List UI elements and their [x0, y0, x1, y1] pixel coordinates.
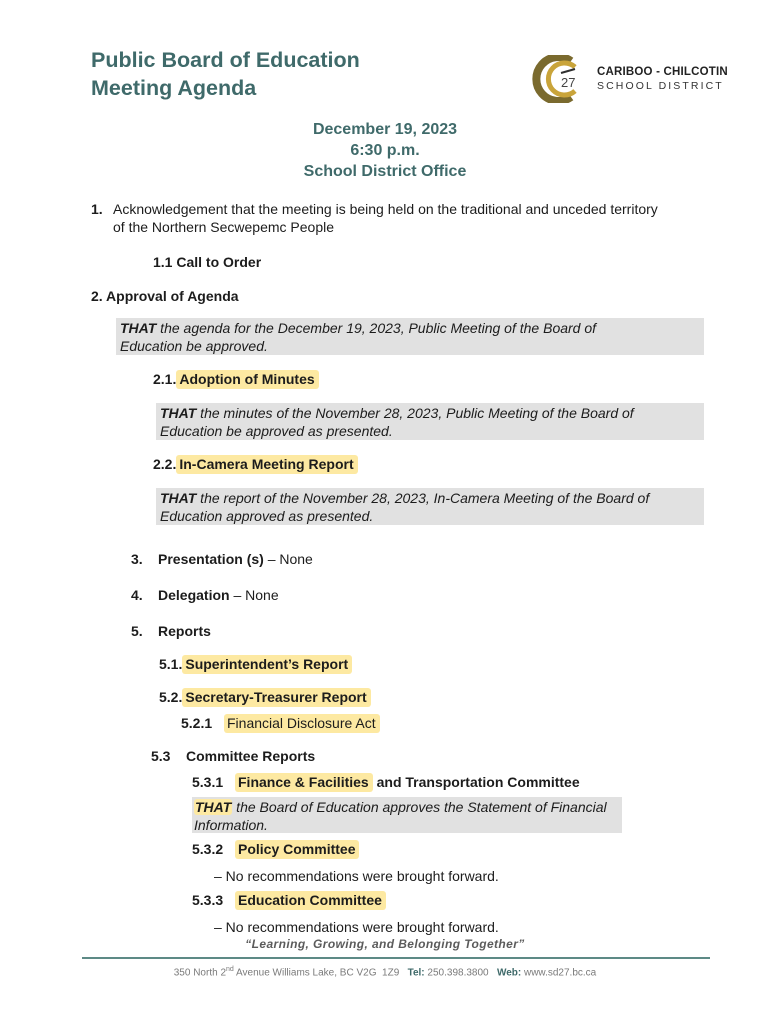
- footer-address-start: 350 North 2: [173, 967, 227, 979]
- item-5-3-2-number: 5.3.2: [192, 841, 224, 857]
- logo-number: 27: [561, 75, 576, 90]
- motion-agenda: [116, 318, 704, 355]
- motion-minutes-line-2: Education be approved as presented.: [160, 423, 393, 439]
- footer-address-end: Avenue Williams Lake, BC V2G 1Z9: [233, 967, 408, 979]
- item-2-2-number: 2.2.: [153, 456, 177, 472]
- item-5-3-3-number: 5.3.3: [192, 892, 224, 908]
- item-2-2: [153, 455, 358, 473]
- logo-emblem-icon: [531, 55, 595, 103]
- motion-financial-information: [192, 797, 622, 833]
- item-5-2-1: [181, 714, 380, 732]
- footer-contact: [0, 966, 770, 978]
- item-5-2-1-label: Financial Disclosure Act: [224, 714, 380, 733]
- item-2-2-label: In-Camera Meeting Report: [176, 455, 357, 474]
- item-5-2: [159, 688, 371, 706]
- footer-tel-label: Tel:: [407, 967, 425, 979]
- item-2-1-number: 2.1.: [153, 371, 177, 387]
- meeting-details: [0, 119, 770, 182]
- title-line-2: Meeting Agenda: [91, 76, 257, 100]
- item-3-number: 3.: [131, 551, 143, 567]
- district-logo: [531, 55, 728, 103]
- motion-in-camera-that: THAT: [160, 490, 197, 506]
- motion-financial-line-1: the Board of Education approves the Statement of Financial: [232, 799, 607, 815]
- item-1-text: [113, 200, 658, 236]
- page-title: [91, 46, 360, 102]
- footer-tel-value: 250.398.3800: [424, 967, 497, 979]
- motion-agenda-line-2: Education be approved.: [120, 338, 268, 354]
- item-5-2-number: 5.2.: [159, 689, 183, 705]
- item-5-2-1-number: 5.2.1: [181, 715, 213, 731]
- motion-in-camera: [156, 488, 704, 525]
- item-5: [131, 622, 211, 640]
- item-5-3-2: [192, 840, 359, 858]
- item-5-3-1-label: Finance & Facilities: [235, 773, 373, 792]
- item-1-line-1: Acknowledgement that the meeting is being held on the traditional and unceded territory: [113, 201, 658, 217]
- item-5-3-1-rest: and Transportation Committee: [372, 774, 580, 790]
- item-5-3-2-note: – No recommendations were brought forward.: [214, 868, 499, 884]
- footer-web-value[interactable]: www.sd27.bc.ca: [521, 967, 597, 979]
- item-5-3-2-label: Policy Committee: [235, 840, 359, 859]
- item-5-1-label: Superintendent’s Report: [182, 655, 352, 674]
- item-2: 2. Approval of Agenda: [91, 288, 239, 304]
- item-5-3-1: [192, 773, 580, 791]
- motion-minutes-line-1: the minutes of the November 28, 2023, Public Meeting of the Board of: [196, 405, 634, 421]
- item-2-1: [153, 370, 319, 388]
- motion-minutes-that: THAT: [160, 405, 197, 421]
- item-2-1-label: Adoption of Minutes: [176, 370, 318, 389]
- footer-web-label: Web:: [496, 967, 522, 979]
- item-4-rest: – None: [229, 587, 279, 603]
- footer-address-sup: nd: [226, 966, 234, 973]
- item-1-1: 1.1 Call to Order: [153, 254, 262, 270]
- motion-agenda-that: THAT: [120, 320, 157, 336]
- item-5-3-3: [192, 891, 386, 909]
- motion-financial-that: THAT: [195, 799, 232, 815]
- item-5-3-3-label: Education Committee: [235, 891, 386, 910]
- item-5-3-1-number: 5.3.1: [192, 774, 224, 790]
- item-3-rest: – None: [263, 551, 313, 567]
- footer-divider: [82, 957, 710, 959]
- item-1-number: 1.: [91, 201, 103, 217]
- logo-name: CARIBOO - CHILCOTIN: [597, 66, 728, 78]
- item-5-3: 5.3 Committee Reports: [151, 748, 316, 764]
- motion-in-camera-line-1: the report of the November 28, 2023, In-Camera Meeting of the Board of: [196, 490, 650, 506]
- item-5-3-3-note: – No recommendations were brought forward.: [214, 919, 499, 935]
- title-line-1: Public Board of Education: [91, 48, 360, 72]
- logo-subtitle: SCHOOL DISTRICT: [597, 80, 724, 92]
- item-5-2-label: Secretary-Treasurer Report: [182, 688, 370, 707]
- item-5-label: Reports: [158, 623, 211, 639]
- motion-in-camera-line-2: Education approved as presented.: [160, 508, 374, 524]
- item-5-1-number: 5.1.: [159, 656, 183, 672]
- meeting-time: 6:30 p.m.: [350, 142, 420, 159]
- meeting-date: December 19, 2023: [312, 121, 458, 138]
- motion-minutes: [156, 403, 704, 440]
- motion-agenda-line-1: the agenda for the December 19, 2023, Public Meeting of the Board of: [156, 320, 597, 336]
- item-3-label: Presentation (s): [158, 551, 264, 567]
- item-4-number: 4.: [131, 587, 143, 603]
- motion-financial-line-2: Information.: [194, 817, 268, 833]
- item-3: [131, 550, 313, 568]
- meeting-location: School District Office: [303, 163, 467, 180]
- item-5-1: [159, 655, 352, 673]
- item-4: [131, 586, 279, 604]
- item-1-line-2: of the Northern Secwepemc People: [113, 219, 335, 235]
- district-motto: “Learning, Growing, and Belonging Together”: [245, 937, 525, 951]
- item-4-label: Delegation: [158, 587, 230, 603]
- item-5-number: 5.: [131, 623, 143, 639]
